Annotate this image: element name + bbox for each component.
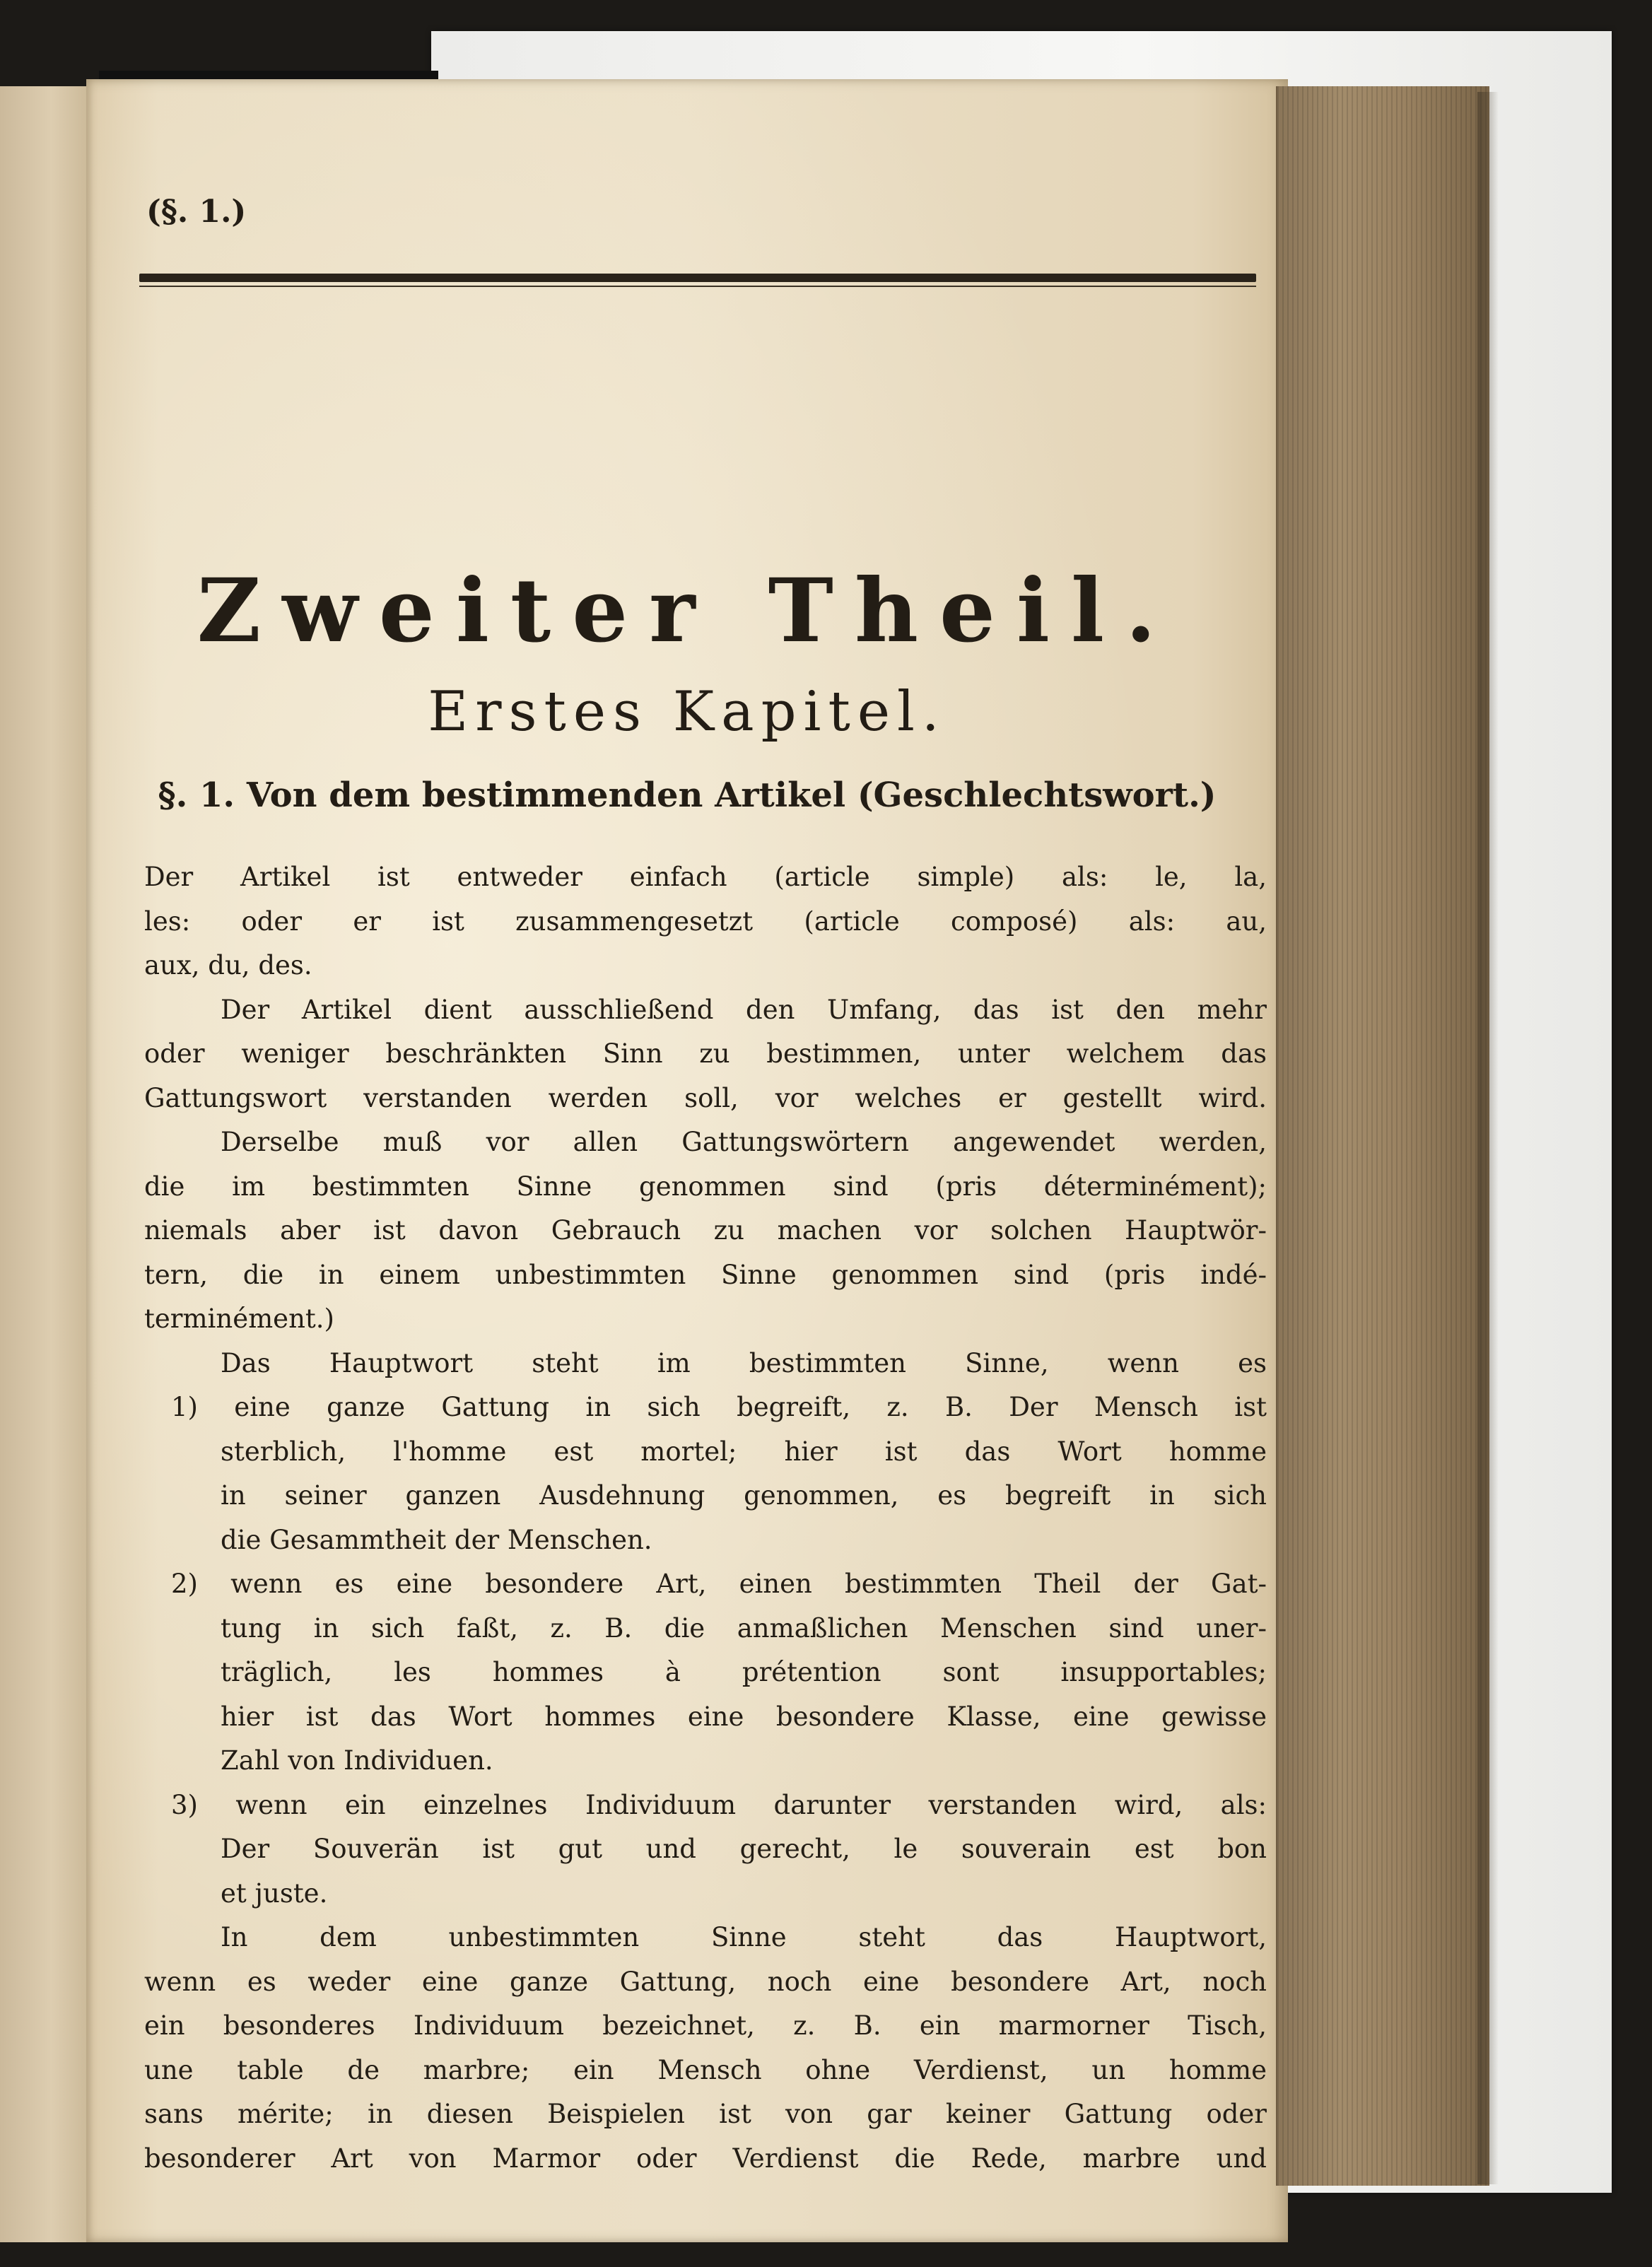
text-line: tern, die in einem unbestimmten Sinne genommen sind (pris indé- bbox=[144, 1259, 1267, 1290]
text-line: terminément.) bbox=[144, 1304, 334, 1334]
left-page-edge bbox=[0, 86, 95, 2242]
header-rule-thin bbox=[139, 286, 1256, 287]
text-line: hier ist das Wort hommes eine besondere Klasse, eine gewisse bbox=[221, 1701, 1267, 1732]
text-line: Das Hauptwort steht im bestimmten Sinne, wenn es bbox=[221, 1347, 1267, 1378]
chapter-title: Erstes Kapitel. bbox=[428, 680, 947, 744]
book-page bbox=[86, 79, 1288, 2242]
part-title: Zweiter Theil. bbox=[197, 560, 1178, 662]
text-line: 1) eine ganze Gattung in sich begreift, z. B. Der Mensch ist bbox=[171, 1392, 1267, 1422]
text-line: besonderer Art von Marmor oder Verdienst die Rede, marbre und bbox=[144, 2143, 1267, 2174]
text-line: Der Artikel dient ausschließend den Umfang, das ist den mehr bbox=[221, 994, 1267, 1025]
text-line: die Gesammtheit der Menschen. bbox=[221, 1524, 652, 1555]
body-text bbox=[144, 855, 1267, 2181]
text-line: 2) wenn es eine besondere Art, einen bestimmten Theil der Gat- bbox=[171, 1569, 1267, 1599]
header-section-ref: (§. 1.) bbox=[146, 194, 247, 230]
text-line: tung in sich faßt, z. B. die anmaßlichen Menschen sind uner- bbox=[221, 1612, 1267, 1644]
text-line: Gattungswort verstanden werden soll, vor welches er gestellt wird. bbox=[144, 1082, 1267, 1113]
text-line: oder weniger beschränkten Sinn zu bestimmen, unter welchem das bbox=[144, 1038, 1267, 1069]
text-line: et juste. bbox=[221, 1878, 328, 1909]
text-line: aux, du, des. bbox=[144, 950, 312, 980]
text-line: sterblich, l'homme est mortel; hier ist das Wort homme bbox=[221, 1436, 1267, 1467]
text-line: In dem unbestimmten Sinne steht das Hauptwort, bbox=[221, 1922, 1267, 1952]
fore-edge-shadow bbox=[1477, 92, 1499, 2184]
section-title: §. 1. Von dem bestimmenden Artikel (Geschlechtswort.) bbox=[158, 775, 1217, 815]
text-line: niemals aber ist davon Gebrauch zu machen vor solchen Hauptwör- bbox=[144, 1215, 1267, 1246]
text-line: 3) wenn ein einzelnes Individuum darunter verstanden wird, als: bbox=[171, 1789, 1267, 1820]
book-fore-edge bbox=[1276, 86, 1489, 2186]
text-line: die im bestimmten Sinne genommen sind (pris déterminément); bbox=[144, 1171, 1267, 1202]
header-rule bbox=[139, 274, 1256, 282]
text-line: les: oder er ist zusammengesetzt (article composé) als: au, bbox=[144, 906, 1267, 937]
text-line: träglich, les hommes à prétention sont insupportables; bbox=[221, 1657, 1267, 1687]
text-line: une table de marbre; ein Mensch ohne Verdienst, un homme bbox=[144, 2054, 1267, 2085]
text-line: wenn es weder eine ganze Gattung, noch eine besondere Art, noch bbox=[144, 1966, 1267, 1997]
text-line: Zahl von Individuen. bbox=[221, 1745, 493, 1776]
text-line: ein besonderes Individuum bezeichnet, z. B. ein marmorner Tisch, bbox=[144, 2010, 1267, 2041]
text-line: Der Artikel ist entweder einfach (article simple) als: le, la, bbox=[144, 862, 1267, 892]
text-line: Derselbe muß vor allen Gattungswörtern angewendet werden, bbox=[221, 1127, 1267, 1157]
text-line: sans mérite; in diesen Beispielen ist von gar keiner Gattung oder bbox=[144, 2099, 1267, 2129]
text-line: in seiner ganzen Ausdehnung genommen, es begreift in sich bbox=[221, 1480, 1267, 1511]
text-line: Der Souverän ist gut und gerecht, le souverain est bon bbox=[221, 1834, 1267, 1864]
